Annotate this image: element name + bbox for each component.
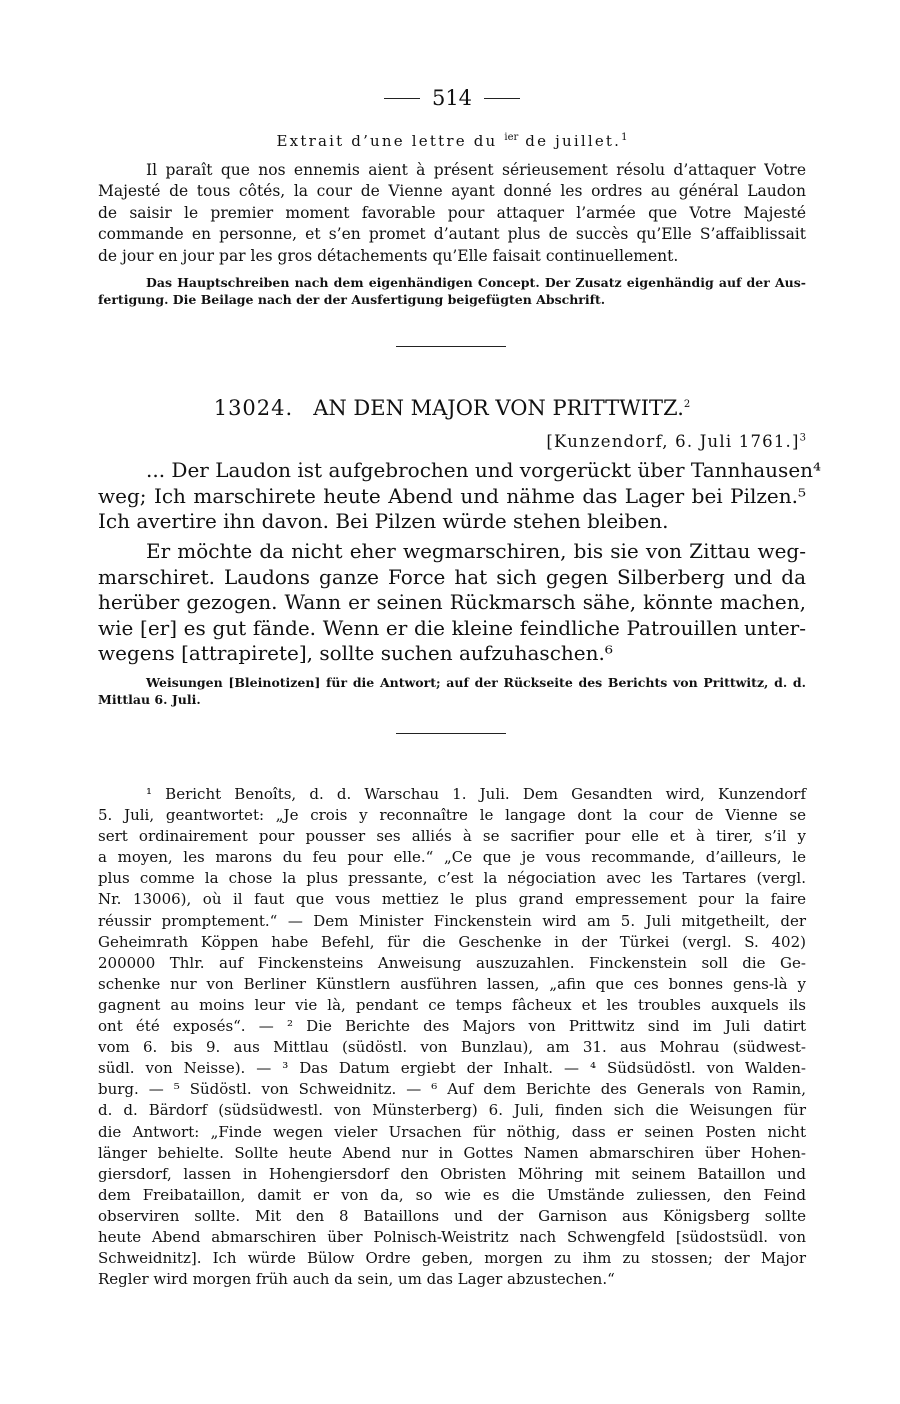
footnote-line: Schweidnitz]. Ich würde Bülow Ordre geben, morgen zu ihm zu stossen; der Major — [98, 1249, 806, 1268]
header-dash-left — [384, 98, 420, 99]
footnote-line: Regler wird morgen früh auch da sein, um das Lager abzustechen.“ — [98, 1270, 615, 1289]
extrait-paragraph — [98, 160, 806, 267]
text-line: de jour en jour par les gros détachements qu’Elle faisait continuellement. — [98, 246, 679, 265]
document-heading — [98, 396, 806, 420]
footnote-line: burg. — ⁵ Südöstl. von Schweidnitz. — ⁶ Auf dem Berichte des Generals von Ramin, — [98, 1080, 806, 1099]
footnote-line: die Antwort: „Finde wegen vieler Ursachen für nöthig, dass er seinen Posten nicht — [98, 1122, 806, 1141]
footnote-line: sert ordinairement pour pousser ses alliés à se sacrifier pour elle et à tirer, s’il y — [98, 827, 806, 846]
text-line: commande en personne, et s’en promet d’autant plus de succès qu’Elle S’affaiblissait — [98, 225, 806, 244]
footnote-line: 5. Juli, geantwortet: „Je crois y reconnaître le langage dont la cour de Vienne se — [98, 806, 806, 825]
header-dash-right — [484, 98, 520, 99]
footnote-ref: 3 — [799, 432, 806, 444]
footnote-line: Nr. 13006), où il faut que vous mettiez le plus grand empressement pour la faire — [98, 890, 806, 909]
text-line: wie [er] es gut fände. Wenn er die kleine feindliche Patrouillen unter- — [98, 615, 806, 640]
section-divider — [396, 346, 506, 347]
extrait-title-text: Extrait d’une lettre du — [276, 132, 505, 150]
footnote-line: länger behielte. Sollte heute Abend nur in Gottes Namen abmarschiren über Hohen- — [98, 1143, 806, 1162]
text-line: ... Der Laudon ist aufgebrochen und vorgerückt über Tannhausen⁴ — [146, 458, 822, 482]
footnote-line: observiren sollte. Mit den 8 Bataillons und der Garnison aus Königsberg sollte — [98, 1206, 806, 1225]
footnote-line: 200000 Thlr. auf Finckensteins Anweisung auszuzahlen. Finckenstein soll die Ge- — [98, 953, 806, 972]
note-line: fertigung. Die Beilage nach der der Ausfertigung beigefügten Abschrift. — [98, 292, 606, 307]
text-line: Er möchte da nicht eher wegmarschiren, bis sie von Zittau weg- — [146, 539, 806, 563]
note-line: Weisungen [Bleinotizen] für die Antwort; auf der Rückseite des Berichts von Prittwitz, d. d. — [146, 675, 806, 690]
text-line: herüber gezogen. Wann er seinen Rückmarsch sähe, könnte machen, — [98, 590, 806, 615]
document-paragraph-1 — [98, 458, 822, 535]
footnote-line: réussir promptement.“ — Dem Minister Finckenstein wird am 5. Juli mitgetheilt, der — [98, 911, 806, 930]
source-note — [98, 674, 806, 708]
text-line: de saisir le premier moment favorable pour attaquer l’armée que Votre Majesté — [98, 203, 806, 222]
extrait-title-text-end: de juillet. — [518, 132, 622, 150]
footnote-ref: 2 — [683, 399, 691, 410]
text-line: Ich avertire ihn davon. Bei Pilzen würde stehen bleiben. — [98, 509, 669, 534]
footnote-line: Geheimrath Köppen habe Befehl, für die Geschenke in der Türkei (vergl. S. 402) — [98, 932, 806, 951]
footnote-ref: 1 — [621, 132, 628, 143]
document-number: 13024. — [213, 396, 294, 420]
page-number: 514 — [431, 86, 473, 110]
extrait-title — [98, 132, 806, 150]
document-paragraph-2 — [98, 539, 806, 667]
text-line: Il paraît que nos ennemis aient à présent sérieusement résolu d’attaquer Votre — [146, 161, 806, 179]
document-date-text: [Kunzendorf, 6. Juli 1761.] — [546, 432, 800, 451]
note-line: Mittlau 6. Juli. — [98, 692, 201, 707]
page-header — [98, 86, 806, 110]
text-line: marschiret. Laudons ganze Force hat sich gegen Silberberg und da — [98, 564, 806, 589]
text-line: wegens [attrapirete], sollte suchen aufzuhaschen.⁶ — [98, 641, 613, 666]
footnote-line: plus comme la chose la plus pressante, c’est la négociation avec les Tartares (vergl. — [98, 869, 806, 888]
footnote-line: gagnent au moins leur vie là, pendant ce temps fâcheux et les troubles auxquels ils — [98, 995, 806, 1014]
section-divider — [396, 733, 506, 734]
footnotes — [98, 784, 806, 1290]
footnote-line: giersdorf, lassen in Hohengiersdorf den Obristen Möhring mit seinem Bataillon und — [98, 1164, 806, 1183]
footnote-line: dem Freibataillon, damit er von da, so wie es die Umstände zuliessen, den Feind — [98, 1185, 806, 1204]
document-title: AN DEN MAJOR VON PRITTWITZ. — [313, 396, 684, 420]
footnote-line: ¹ Bericht Benoîts, d. d. Warschau 1. Juli. Dem Gesandten wird, Kunzendorf — [146, 785, 806, 803]
footnote-line: schenke nur von Berliner Künstlern ausführen lassen, „afin que ces bonnes gens-là y — [98, 974, 806, 993]
footnote-line: heute Abend abmarschiren über Polnisch-Weistritz nach Schwengfeld [südostsüdl. von — [98, 1227, 806, 1246]
footnote-line: vom 6. bis 9. aus Mittlau (südöstl. von Bunzlau), am 31. aus Mohrau (südwest- — [98, 1038, 806, 1057]
source-note — [98, 274, 806, 308]
text-line: Majesté de tous côtés, la cour de Vienne ayant donné les ordres au général Laudon — [98, 182, 806, 201]
document-date — [546, 432, 806, 451]
extrait-title-sup: ier — [504, 132, 519, 143]
footnote-line: südl. von Neisse). — ³ Das Datum ergiebt der Inhalt. — ⁴ Südsüdöstl. von Walden- — [98, 1059, 806, 1078]
footnote-line: ont été exposés“. — ² Die Berichte des Majors von Prittwitz sind im Juli datirt — [98, 1017, 806, 1036]
footnote-line: d. d. Bärdorf (südsüdwestl. von Münsterberg) 6. Juli, finden sich die Weisungen für — [98, 1101, 806, 1120]
note-line: Das Hauptschreiben nach dem eigenhändigen Concept. Der Zusatz eigenhändig auf der Aus- — [146, 275, 806, 290]
footnote-line: a moyen, les marons du feu pour elle.“ „Ce que je vous recommande, d’ailleurs, le — [98, 848, 806, 867]
text-line: weg; Ich marschirete heute Abend und nähme das Lager bei Pilzen.⁵ — [98, 483, 806, 508]
